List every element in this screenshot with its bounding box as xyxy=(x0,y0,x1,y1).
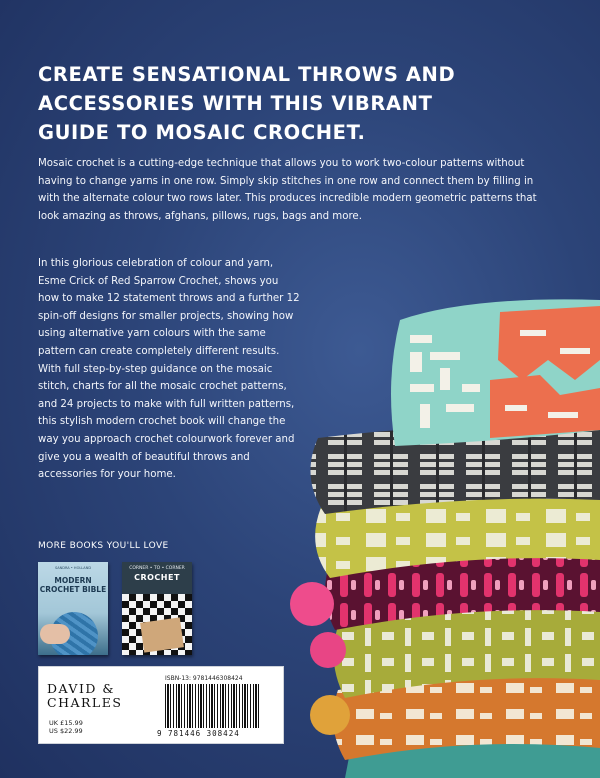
book1-title: MODERN CROCHET BIBLE xyxy=(39,576,107,594)
headline: CREATE SENSATIONAL THROWS AND ACCESSORIES WITH THIS VIBRANT GUIDE TO MOSAIC CROCHET. xyxy=(38,63,456,144)
publisher-line-1: DAVID & xyxy=(47,681,116,696)
book2-title: CROCHET xyxy=(134,573,180,582)
intro-paragraph: Mosaic crochet is a cutting-edge technique that allows you to work two-colour patterns without having to change yarns in one row. Simply skip stitches in one row and connect them by filling in with the alternate colour two rows later. This produces incredible modern geometric patterns that look amazing as throws, afghans, pillows, rugs, bags and more. xyxy=(38,158,537,222)
barcode-panel xyxy=(38,666,284,744)
barcode-icon xyxy=(165,684,261,728)
isbn-label: ISBN-13: 9781446308424 xyxy=(165,675,243,682)
price-uk: UK £15.99 xyxy=(49,719,83,727)
hand-image xyxy=(40,624,70,644)
publisher-logo xyxy=(47,682,122,710)
book-cover-modern-crochet-bible xyxy=(38,562,108,655)
price-us: US $22.99 xyxy=(49,727,83,735)
book2-kicker: CORNER • TO • CORNER xyxy=(129,566,185,571)
book-cover-corner-to-corner-crochet xyxy=(122,562,192,655)
more-books-heading: MORE BOOKS YOU'LL LOVE xyxy=(38,541,169,551)
publisher-line-2: CHARLES xyxy=(47,695,123,710)
body-paragraph: In this glorious celebration of colour and yarn, Esme Crick of Red Sparrow Crochet, shows you how to make 12 statement throws and a further 12 spin-off designs for smaller projects, showing how using alternative yarn colours with the same pattern can create completely different results. With full step-by-step guidance on the mosaic stitch, charts for all the mosaic crochet patterns, and 24 projects to make with full written patterns, this stylish modern crochet book will change the way you approach crochet colourwork forever and give you a wealth of beautiful throws and accessories for your home. xyxy=(38,258,300,481)
book2-wood-patch xyxy=(140,617,184,652)
price-block xyxy=(49,719,83,735)
barcode-number: 9 781446 308424 xyxy=(157,729,240,738)
book1-author: SANDRA • HOLLAND xyxy=(54,566,92,570)
